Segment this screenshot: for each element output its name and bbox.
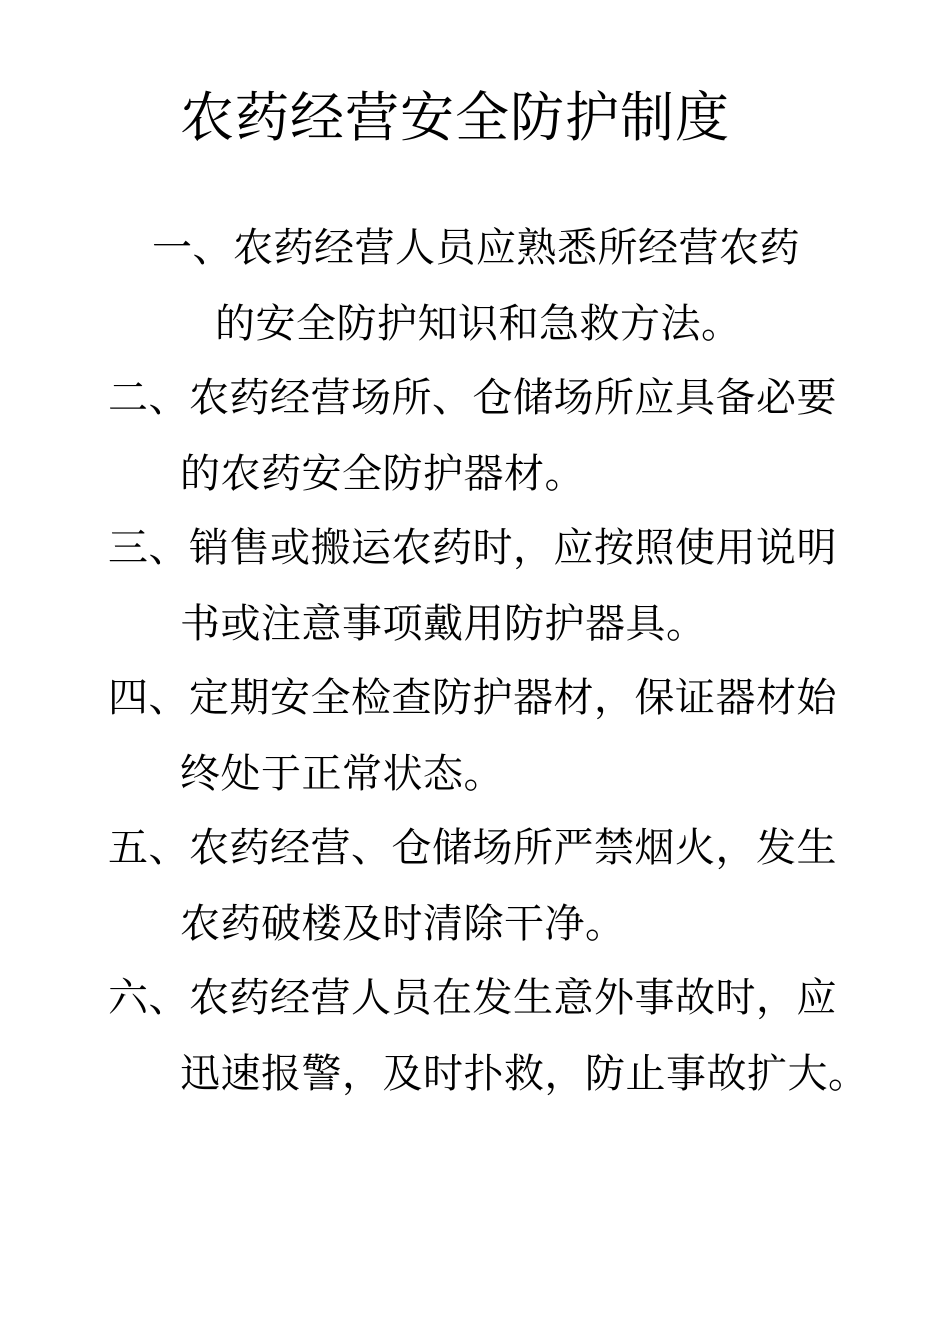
item-2-line-1: 二、农药经营场所、仓储场所应具备必要	[108, 375, 837, 421]
item-1-line-2: 的安全防护知识和急救方法。	[215, 301, 742, 347]
item-5-line-1: 五、农药经营、仓储场所严禁烟火，发生	[108, 825, 837, 871]
item-5-line-2: 农药破楼及时清除干净。	[180, 901, 626, 947]
item-4-line-1: 四、定期安全检查防护器材，保证器材始	[108, 675, 837, 721]
page-title: 农药经营安全防护制度	[180, 86, 730, 149]
item-4-line-2: 终处于正常状态。	[180, 751, 504, 797]
item-6-line-1: 六、农药经营人员在发生意外事故时，应	[108, 975, 837, 1021]
item-6-line-2: 迅速报警，及时扑救，防止事故扩大。	[180, 1051, 869, 1097]
item-1-line-1: 一、农药经营人员应熟悉所经营农药	[152, 225, 800, 271]
item-3-line-1: 三、销售或搬运农药时，应按照使用说明	[108, 525, 837, 571]
item-3-line-2: 书或注意事项戴用防护器具。	[180, 601, 707, 647]
item-2-line-2: 的农药安全防护器材。	[180, 451, 585, 497]
